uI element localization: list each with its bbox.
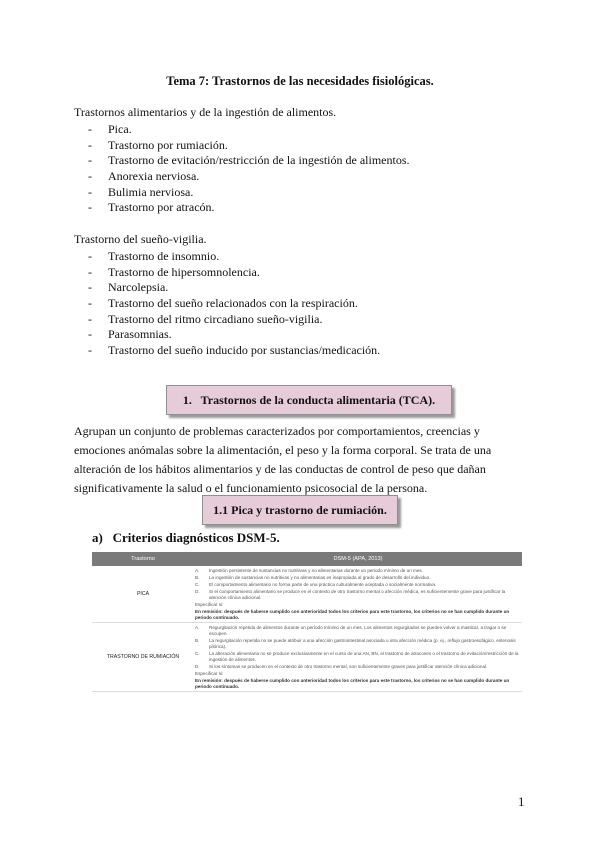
intro-paragraph: Agrupan un conjunto de problemas caracterizados por comportamientos, creencias y emociones anómalas sobre la alimentación, el peso y la forma corporal. Se trata de una alteración de los hábitos alimentarios y de las conductas de control de peso que dañan significativamente la salud o el funcionamiento psicosocial de la persona. xyxy=(74,424,492,495)
row-criteria-pica xyxy=(194,566,522,623)
list-alimentarios xyxy=(74,122,409,216)
criterion-letter: B. xyxy=(195,574,200,580)
list-item: - Trastorno por rumiación. xyxy=(74,138,409,154)
criterion-text: Si los síntomas se producen en el contexto de otro trastorno mental, son suficientemente graves para justificar atención clínica adicional. xyxy=(209,663,488,669)
list-item: - Pica. xyxy=(74,122,409,138)
criterion xyxy=(195,663,521,670)
list-item: - Trastorno de evitación/restricción de la ingestión de alimentos. xyxy=(74,153,409,169)
criterion xyxy=(195,637,521,650)
list-item: - Anorexia nerviosa. xyxy=(74,169,409,185)
list-item: - Parasomnias. xyxy=(74,327,380,343)
list-item: - Trastorno por atracón. xyxy=(74,200,409,216)
criterion-letter: C. xyxy=(195,650,200,656)
list-item: - Trastorno de insomnio. xyxy=(74,249,380,265)
section-box-tca xyxy=(166,385,452,415)
section-box-pica xyxy=(202,495,398,525)
list-item: - Trastorno del sueño inducido por sustancias/medicación. xyxy=(74,343,380,359)
criterion-letter: C. xyxy=(195,581,200,587)
remission-text: En remisión: después de haberse cumplido con anterioridad todos los criterios para este trastorno, los criterios no se han cumplido durante un periodo continuado. xyxy=(195,677,510,689)
row-name-rumiacion: TRASTORNO DE RUMIACIÓN xyxy=(92,623,194,692)
row-criteria-rumiacion xyxy=(194,623,522,692)
criterion xyxy=(195,567,521,574)
section-box-tca-label: 1. Trastornos de la conducta alimentaria (TCA). xyxy=(182,392,436,407)
page-number: 1 xyxy=(518,794,525,809)
criterion-letter: D. xyxy=(195,663,200,669)
criterion-text: La regurgitación repetida no se puede atribuir a una afección gastrointestinal asociada u otra afección médica (p. ej., reflujo gastroesofágico, estenosis pilórica). xyxy=(209,637,516,649)
table-header-trastorno: Trastorno xyxy=(92,552,194,566)
criterion-text: Regurgitación repetida de alimentos durante un período mínimo de un mes. Los alimentos regurgitados se pueden volver a masticar, a tragar o se escupen. xyxy=(209,624,507,636)
specify-label: Especificar si: xyxy=(195,670,224,676)
list-item: - Trastorno del ritmo circadiano sueño-vigilia. xyxy=(74,312,380,328)
table-row xyxy=(92,623,522,692)
page-title: Tema 7: Trastornos de las necesidades fisiológicas. xyxy=(166,74,434,88)
criterion-text: Si el comportamiento alimentario se produce en el contexto de otro trastorno mental o afección médica, es suficientemente grave para justificar la atención clínica adicional. xyxy=(209,588,506,600)
specify-label: Especificar si: xyxy=(195,601,224,607)
dsm5-criteria-table xyxy=(92,552,522,692)
section-heading-sueno: Trastorno del sueño-vigilia. xyxy=(74,232,207,246)
criterion-letter: A. xyxy=(195,567,200,573)
list-item: - Trastorno de hipersomnolencia. xyxy=(74,265,380,281)
criterion-text: La alteración alimentaria no se produce exclusivamente en el curso de una AN, BN, el trastorno de atracones o el trastorno de evitación/restricción de la ingestión de alimentos. xyxy=(209,650,519,662)
remission-text: En remisión: después de haberse cumplido con anterioridad todos los criterios para este trastorno, los criterios no se han cumplido durante un periodo continuado. xyxy=(195,608,510,620)
section-box-pica-label: 1.1 Pica y trastorno de rumiación. xyxy=(213,502,387,517)
list-item: - Narcolepsia. xyxy=(74,280,380,296)
row-name-pica: PICA xyxy=(92,566,194,623)
criterion xyxy=(195,624,521,637)
criterion xyxy=(195,581,521,588)
criterion-text: La ingestión de sustancias no nutritivas y no alimentarias es inapropiada al grado de desarrollo del individuo. xyxy=(209,574,431,580)
criterion xyxy=(195,574,521,581)
criterion-letter: D. xyxy=(195,588,200,594)
subsection-heading: a) Criterios diagnósticos DSM-5. xyxy=(92,530,280,545)
criterion-letter: A. xyxy=(195,624,200,630)
section-heading-alimentarios: Trastornos alimentarios y de la ingestión de alimentos. xyxy=(74,105,337,119)
list-item: - Trastorno del sueño relacionados con la respiración. xyxy=(74,296,380,312)
list-sueno xyxy=(74,249,380,359)
list-item: - Bulimia nerviosa. xyxy=(74,185,409,201)
table-header-row xyxy=(92,552,522,566)
criterion-text: Ingestión persistente de sustancias no nutritivas y no alimentarias durante un periodo mínimo de un mes. xyxy=(209,567,423,573)
criterion-text: El comportamiento alimentario no forma parte de una práctica culturalmente aceptada o socialmente normativa. xyxy=(209,581,437,587)
table-header-dsm5: DSM-5 (APA, 2013) xyxy=(194,552,522,566)
criterion xyxy=(195,650,521,663)
criterion xyxy=(195,588,521,601)
table-row xyxy=(92,566,522,623)
criterion-letter: B. xyxy=(195,637,200,643)
